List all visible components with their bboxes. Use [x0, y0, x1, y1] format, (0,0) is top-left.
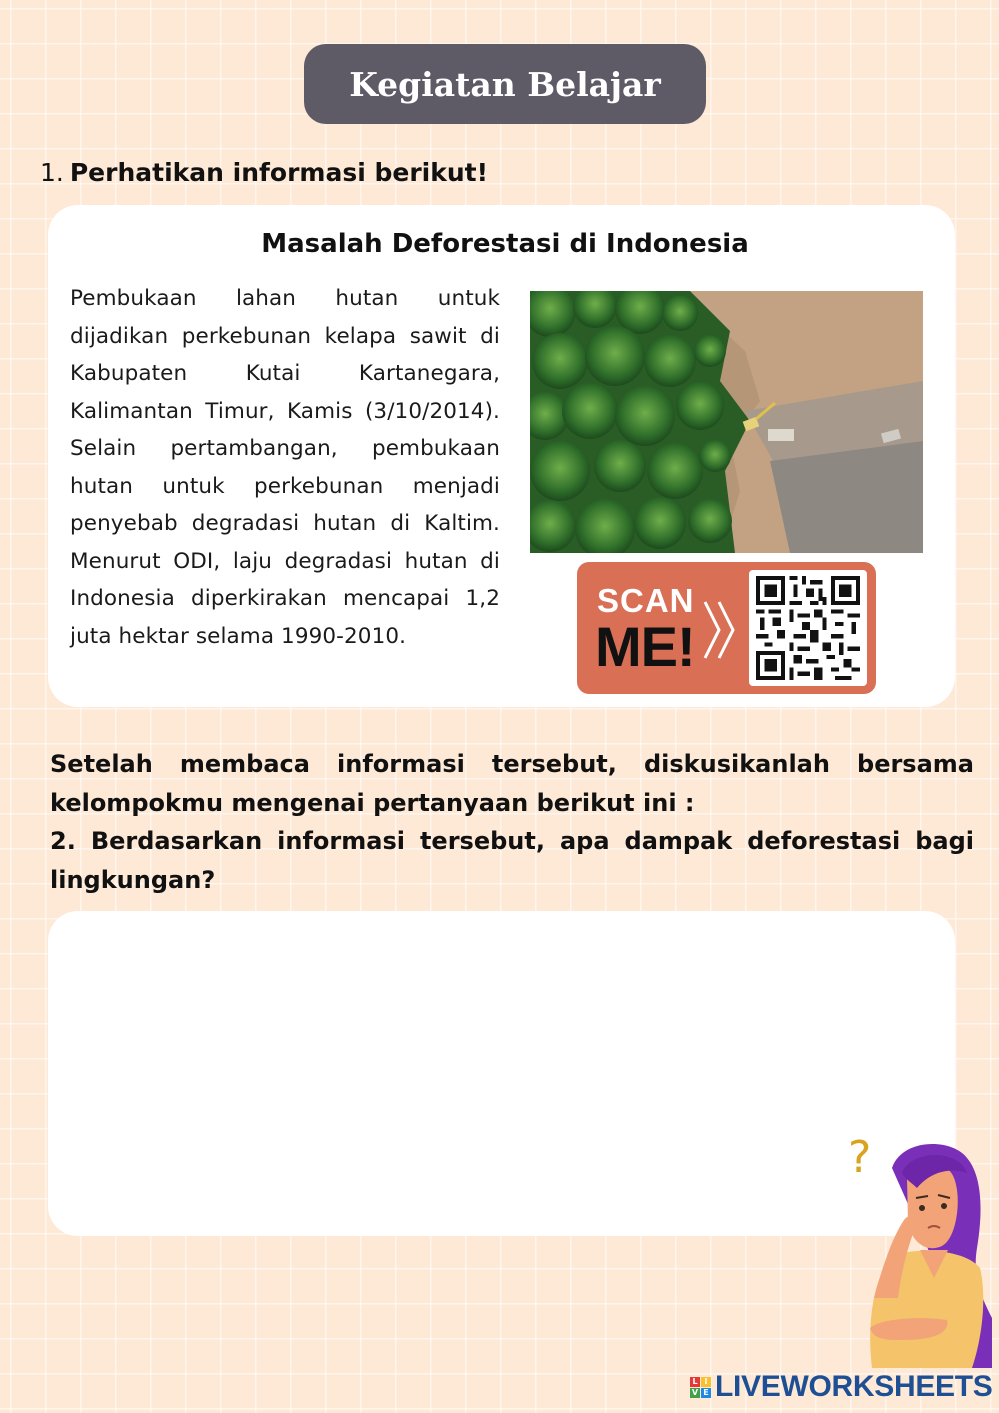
scan-label: SCAN	[597, 582, 695, 619]
answer-input[interactable]	[48, 911, 955, 1236]
page-title-text: Kegiatan Belajar	[349, 64, 661, 104]
question-mark-icon: ?	[848, 1132, 872, 1183]
scan-me-qr-button[interactable]	[577, 562, 876, 694]
instructions	[50, 745, 974, 899]
double-chevron-icon	[701, 598, 741, 662]
aerial-deforestation-photo	[530, 291, 923, 553]
brand-text: LIVEWORKSHEETS	[715, 1370, 993, 1403]
question-1-text: Perhatikan informasi berikut!	[69, 158, 488, 187]
page-title	[304, 44, 706, 124]
question-1-heading	[40, 158, 488, 187]
info-card	[48, 205, 955, 707]
qr-code-icon	[749, 570, 867, 686]
liveworksheets-brand[interactable]	[690, 1370, 993, 1404]
thinking-girl-illustration	[832, 1128, 992, 1372]
liveworksheets-logo-icon: L I V E	[690, 1377, 711, 1398]
question-1-number: 1.	[40, 158, 64, 187]
instructions-intro: Setelah membaca informasi tersebut, diskusikanlah bersama kelompokmu mengenai pertanyaan berikut ini :	[50, 750, 974, 817]
question-2-text: 2. Berdasarkan informasi tersebut, apa dampak deforestasi bagi lingkungan?	[50, 827, 974, 894]
me-label: ME!	[595, 615, 695, 678]
info-card-title: Masalah Deforestasi di Indonesia	[261, 229, 749, 259]
info-card-body: Pembukaan lahan hutan untuk dijadikan perkebunan kelapa sawit di Kabupaten Kutai Kartanegara, Kalimantan Timur, Kamis (3/10/2014). Selain pertambangan, pembukaan hutan untuk perkebunan menjadi penyebab degradasi hutan di Kaltim. Menurut ODI, laju degradasi hutan di Indonesia diperkirakan mencapai 1,2 juta hektar selama 1990-2010.	[70, 286, 500, 649]
